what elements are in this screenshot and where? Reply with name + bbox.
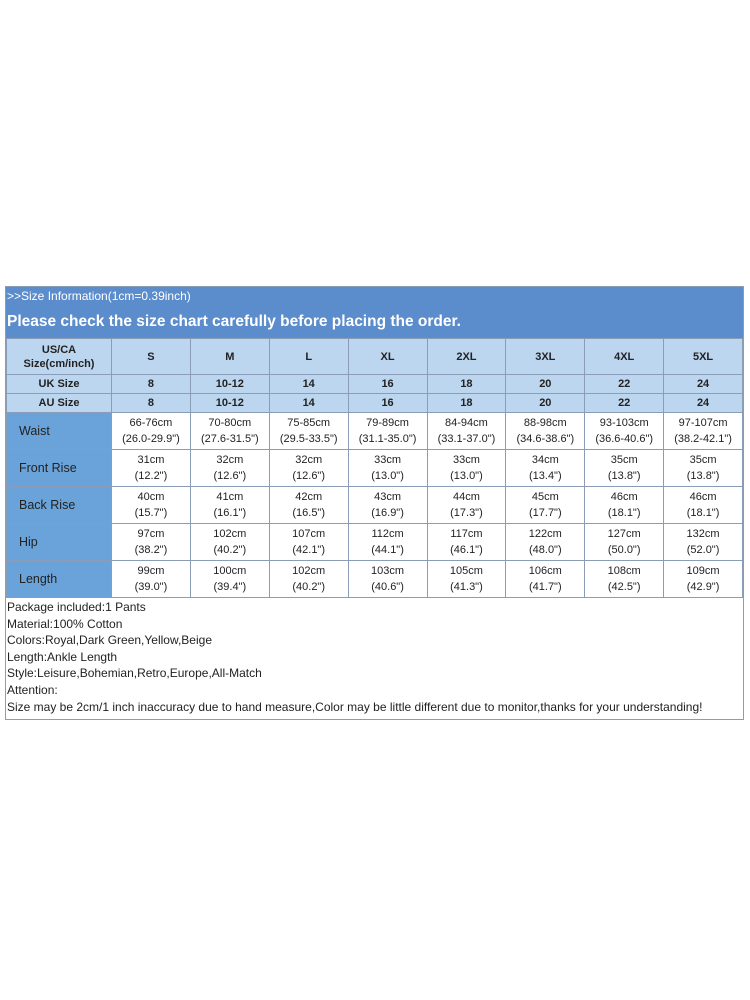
measurement-cm: 97-107cm — [678, 417, 728, 429]
measurement-cell — [427, 561, 506, 598]
measurement-cm: 100cm — [213, 565, 247, 577]
measurement-cell — [506, 561, 585, 598]
measurement-inch: (13.0") — [450, 470, 483, 482]
measurement-cm: 127cm — [607, 528, 641, 540]
au-size-cell: 18 — [427, 394, 506, 413]
measurement-inch: (46.1") — [450, 544, 483, 556]
note-line: Colors:Royal,Dark Green,Yellow,Beige — [7, 633, 212, 648]
measurement-cell — [348, 413, 427, 450]
measurement-row — [7, 487, 743, 524]
measurement-inch: (17.3") — [450, 507, 483, 519]
measurement-cell — [190, 487, 269, 524]
uk-size-label: UK Size — [7, 375, 112, 394]
measurement-cm: 40cm — [137, 491, 165, 503]
measurement-cm: 45cm — [531, 491, 559, 503]
measurement-cm: 122cm — [528, 528, 562, 540]
measurement-cell — [427, 487, 506, 524]
corner-label-line1: US/CA — [41, 343, 77, 356]
check-size-banner: Please check the size chart carefully before placing the order. — [6, 306, 743, 338]
measurement-row — [7, 524, 743, 561]
measurement-inch: (13.4") — [528, 470, 562, 482]
au-size-cell: 16 — [348, 394, 427, 413]
size-header-row — [7, 339, 743, 375]
measurement-cell — [190, 524, 269, 561]
measurement-inch: (13.8") — [607, 470, 641, 482]
size-header-cell: L — [269, 339, 348, 375]
measurement-cell — [112, 450, 191, 487]
uk-size-cell: 22 — [585, 375, 664, 394]
measurement-inch: (41.7") — [528, 581, 562, 593]
measurement-inch: (12.2") — [134, 470, 168, 482]
measurement-cell — [427, 413, 506, 450]
size-header-cell: M — [190, 339, 269, 375]
measurement-inch: (40.2") — [213, 544, 247, 556]
measurement-inch: (17.7") — [528, 507, 562, 519]
note-line: Length:Ankle Length — [7, 649, 118, 664]
measurement-row — [7, 413, 743, 450]
uk-size-cell: 20 — [506, 375, 585, 394]
measurement-cm: 112cm — [371, 528, 404, 540]
measurement-row — [7, 450, 743, 487]
measurement-cell — [664, 524, 743, 561]
measurement-inch: (12.6") — [213, 470, 247, 482]
uk-size-cell: 8 — [112, 375, 191, 394]
au-size-cell: 20 — [506, 394, 585, 413]
measurement-inch: (16.1") — [213, 507, 247, 519]
measurement-cell — [427, 524, 506, 561]
measurement-inch: (31.1-35.0") — [358, 433, 417, 445]
measurement-inch: (41.3") — [450, 581, 483, 593]
size-header-cell: S — [112, 339, 191, 375]
measurement-cell — [585, 561, 664, 598]
corner-label-line2: Size(cm/inch) — [23, 357, 95, 370]
measurement-cell — [664, 561, 743, 598]
size-chart-sheet — [5, 286, 744, 720]
measurement-cm: 32cm — [216, 454, 244, 466]
measurement-cell — [348, 487, 427, 524]
measurement-inch: (16.9") — [371, 507, 404, 519]
measurement-inch: (50.0") — [607, 544, 641, 556]
measurement-inch: (52.0") — [686, 544, 720, 556]
measurement-cell — [506, 413, 585, 450]
measurement-cell — [664, 450, 743, 487]
measurement-label: Waist — [7, 413, 112, 450]
size-header-cell: 2XL — [427, 339, 506, 375]
measurement-cm: 46cm — [610, 491, 638, 503]
measurement-label: Hip — [7, 524, 112, 561]
measurement-cm: 44cm — [452, 491, 480, 503]
note-line: Package included:1 Pants — [7, 600, 146, 614]
measurement-inch: (42.5") — [607, 581, 641, 593]
measurement-cell — [506, 487, 585, 524]
measurement-inch: (42.9") — [686, 581, 720, 593]
measurement-inch: (15.7") — [134, 507, 168, 519]
measurement-cell — [112, 487, 191, 524]
measurement-cm: 46cm — [689, 491, 717, 503]
measurement-cm: 132cm — [686, 528, 720, 540]
measurement-cm: 33cm — [374, 454, 402, 466]
measurement-inch: (27.6-31.5") — [200, 433, 259, 445]
measurement-cm: 106cm — [528, 565, 562, 577]
measurement-cm: 75-85cm — [287, 417, 331, 429]
note-line: Attention: — [7, 682, 58, 697]
size-header-cell: 5XL — [664, 339, 743, 375]
measurement-cell — [506, 524, 585, 561]
measurement-cell — [585, 524, 664, 561]
measurement-label: Front Rise — [7, 450, 112, 487]
measurement-label: Length — [7, 561, 112, 598]
measurement-inch: (39.0") — [134, 581, 168, 593]
measurement-cell — [112, 413, 191, 450]
measurement-cm: 34cm — [531, 454, 559, 466]
measurement-cm: 35cm — [689, 454, 717, 466]
measurement-cm: 31cm — [137, 454, 165, 466]
measurement-cm: 35cm — [610, 454, 638, 466]
measurement-inch: (13.0") — [371, 470, 404, 482]
size-header-cell: XL — [348, 339, 427, 375]
measurement-cell — [664, 487, 743, 524]
measurement-inch: (12.6") — [292, 470, 325, 482]
measurement-cm: 102cm — [213, 528, 247, 540]
measurement-inch: (33.1-37.0") — [437, 433, 496, 445]
measurement-cell — [348, 450, 427, 487]
size-header-cell: 3XL — [506, 339, 585, 375]
au-size-row — [7, 394, 743, 413]
measurement-row — [7, 561, 743, 598]
measurement-inch: (48.0") — [528, 544, 562, 556]
measurement-inch: (38.2-42.1") — [674, 433, 732, 445]
measurement-cell — [269, 561, 348, 598]
measurement-cell — [269, 524, 348, 561]
measurement-inch: (18.1") — [607, 507, 641, 519]
au-size-label: AU Size — [7, 394, 112, 413]
measurement-cm: 79-89cm — [366, 417, 409, 429]
uk-size-cell: 10-12 — [190, 375, 269, 394]
measurement-cell — [190, 450, 269, 487]
size-header-cell: 4XL — [585, 339, 664, 375]
measurement-inch: (26.0-29.9") — [122, 433, 180, 445]
measurement-cm: 66-76cm — [129, 417, 173, 429]
measurement-cm: 117cm — [450, 528, 483, 540]
size-table — [6, 338, 743, 598]
measurement-label: Back Rise — [7, 487, 112, 524]
measurement-cell — [269, 450, 348, 487]
measurement-inch: (16.5") — [292, 507, 325, 519]
au-size-cell: 22 — [585, 394, 664, 413]
note-line: Size may be 2cm/1 inch inaccuracy due to hand measure,Color may be little different due to monitor,thanks for your understanding! — [7, 699, 703, 714]
measurement-cm: 88-98cm — [523, 417, 567, 429]
note-line: Material:100% Cotton — [7, 616, 123, 631]
measurement-cell — [506, 450, 585, 487]
measurement-cm: 32cm — [295, 454, 323, 466]
measurement-inch: (38.2") — [134, 544, 168, 556]
measurement-inch: (39.4") — [213, 581, 247, 593]
measurement-cell — [427, 450, 506, 487]
uk-size-row — [7, 375, 743, 394]
corner-label — [7, 339, 112, 375]
measurement-cm: 84-94cm — [445, 417, 488, 429]
measurement-cm: 103cm — [371, 565, 405, 577]
measurement-cell — [190, 561, 269, 598]
measurement-cm: 109cm — [686, 565, 720, 577]
measurement-inch: (13.8") — [686, 470, 720, 482]
measurement-inch: (42.1") — [292, 544, 325, 556]
au-size-cell: 24 — [664, 394, 743, 413]
au-size-cell: 14 — [269, 394, 348, 413]
measurement-inch: (29.5-33.5") — [279, 433, 338, 445]
au-size-cell: 8 — [112, 394, 191, 413]
measurement-cell — [190, 413, 269, 450]
measurement-cm: 33cm — [452, 454, 480, 466]
au-size-cell: 10-12 — [190, 394, 269, 413]
measurement-inch: (36.6-40.6") — [595, 433, 654, 445]
measurement-cm: 93-103cm — [599, 417, 649, 429]
measurement-cm: 41cm — [216, 491, 244, 503]
measurement-inch: (40.6") — [371, 581, 404, 593]
measurement-cell — [348, 524, 427, 561]
measurement-cm: 102cm — [292, 565, 326, 577]
measurement-cm: 108cm — [607, 565, 641, 577]
measurement-cell — [348, 561, 427, 598]
measurement-cm: 105cm — [449, 565, 483, 577]
measurement-cm: 42cm — [295, 491, 323, 503]
measurement-cm: 43cm — [374, 491, 402, 503]
measurement-cm: 70-80cm — [208, 417, 252, 429]
measurement-inch: (40.2") — [292, 581, 325, 593]
measurement-inch: (18.1") — [686, 507, 720, 519]
measurement-cm: 97cm — [137, 528, 165, 540]
uk-size-cell: 24 — [664, 375, 743, 394]
measurement-cell — [585, 487, 664, 524]
measurement-cell — [112, 524, 191, 561]
measurement-cm: 107cm — [292, 528, 326, 540]
measurement-cell — [585, 413, 664, 450]
measurement-cell — [112, 561, 191, 598]
measurement-cell — [269, 487, 348, 524]
note-line: Style:Leisure,Bohemian,Retro,Europe,All-Match — [7, 666, 262, 681]
measurement-cm: 99cm — [137, 565, 165, 577]
product-notes — [6, 598, 743, 719]
size-info-banner: >>Size Information(1cm=0.39inch) — [6, 287, 743, 306]
measurement-cell — [269, 413, 348, 450]
measurement-cell — [664, 413, 743, 450]
measurement-inch: (44.1") — [371, 544, 404, 556]
uk-size-cell: 14 — [269, 375, 348, 394]
measurement-cell — [585, 450, 664, 487]
uk-size-cell: 18 — [427, 375, 506, 394]
uk-size-cell: 16 — [348, 375, 427, 394]
measurement-inch: (34.6-38.6") — [516, 433, 575, 445]
